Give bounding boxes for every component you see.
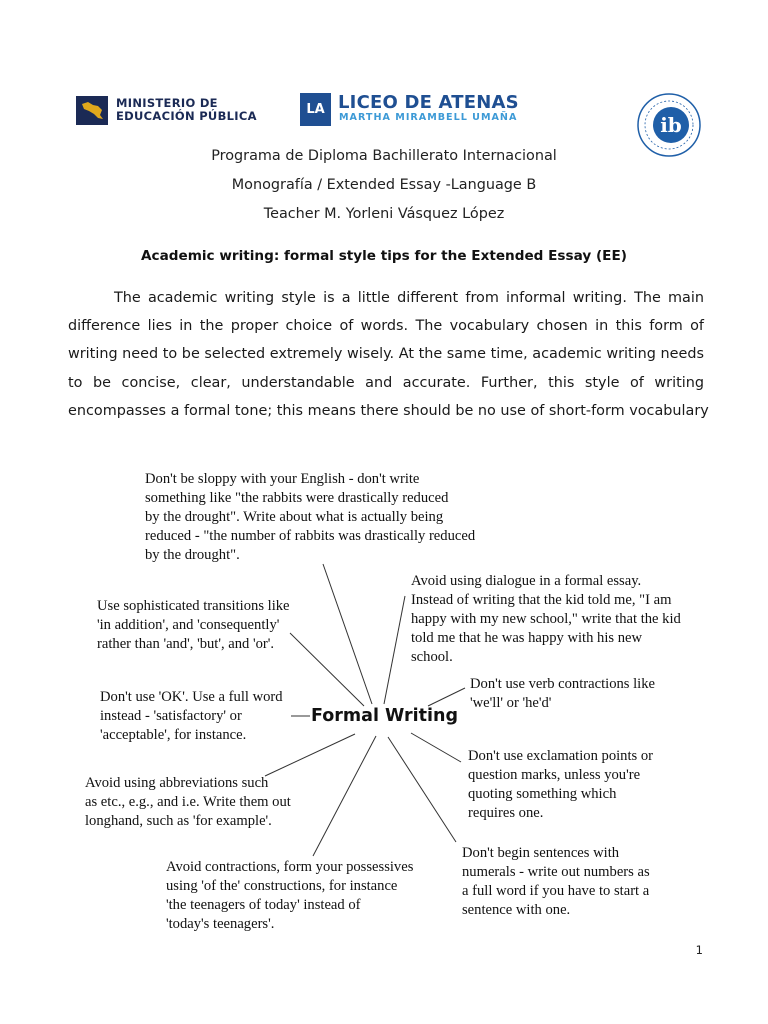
connector-line: [290, 633, 364, 706]
costa-rica-map-icon: [76, 96, 108, 125]
paragraph-line: difference lies in the proper choice of words. The vocabulary chosen in this form of: [68, 318, 704, 335]
tip-transitions: Use sophisticated transitions like 'in addition', and 'consequently' rather than 'and', 'but', and 'or'.: [97, 598, 290, 652]
mep-logo: [76, 95, 258, 127]
intro-paragraph: [68, 284, 709, 425]
tip-exclamation: Don't use exclamation points or question marks, unless you're quoting something which requires one.: [468, 748, 654, 821]
paragraph-line: writing need to be selected extremely wisely. At the same time, academic writing needs: [68, 346, 704, 363]
ib-letters: ib: [660, 113, 682, 137]
program-line-1: Programa de Diploma Bachillerato Internacional: [211, 148, 557, 164]
program-line-2: Monografía / Extended Essay -Language B: [231, 177, 537, 193]
liceo-logo: [300, 93, 520, 127]
page-number: 1: [695, 943, 703, 957]
connector-line: [411, 733, 461, 762]
connector-line: [388, 737, 456, 842]
connector-line: [323, 564, 372, 704]
tip-numerals: Don't begin sentences with numerals - write out numbers as a full word if you have to start a sentence with one.: [462, 845, 650, 918]
mep-logo-line1: MINISTERIO DE: [116, 96, 218, 110]
tip-abbreviations: Avoid using abbreviations such as etc., e.g., and i.e. Write them out longhand, such as 'for example'.: [85, 775, 291, 829]
diagram-center-label: Formal Writing: [311, 706, 459, 726]
program-line-3: Teacher M. Yorleni Vásquez López: [263, 206, 505, 222]
liceo-name: LICEO DE ATENAS: [338, 92, 519, 113]
paragraph-line: to be concise, clear, understandable and accurate. Further, this style of writing: [68, 374, 704, 391]
connector-line: [384, 596, 405, 704]
tip-dialogue: Avoid using dialogue in a formal essay. Instead of writing that the kid told me, "I am happy with my new school," write that the kid told me that he was happy with his new school.: [411, 573, 681, 665]
liceo-subtitle: MARTHA MIRAMBELL UMAÑA: [339, 112, 518, 123]
connector-line: [428, 688, 465, 706]
mep-logo-line2: EDUCACIÓN PÚBLICA: [116, 109, 257, 123]
connector-line: [313, 736, 376, 856]
tip-possessives: Avoid contractions, form your possessives using 'of the' constructions, for instance 'the teenagers of today' instead of 'today's teenagers'.: [166, 859, 414, 932]
mep-logo-text: [116, 97, 257, 123]
paragraph-line: The academic writing style is a little different from informal writing. The main: [114, 290, 704, 306]
document-title: Academic writing: formal style tips for the Extended Essay (EE): [141, 248, 627, 264]
tip-sloppy-english: Don't be sloppy with your English - don't write something like "the rabbits were drastically reduced by the drought". Write about what is actually being reduced - "the number of rabbits was drastically reduced by the drought".: [145, 471, 476, 563]
tip-ok: Don't use 'OK'. Use a full word instead - 'satisfactory' or 'acceptable', for instance.: [100, 689, 283, 743]
liceo-badge: LA: [300, 93, 331, 126]
tip-verb-contractions: Don't use verb contractions like 'we'll' or 'he'd': [470, 676, 656, 711]
paragraph-line: encompasses a formal tone; this means there should be no use of short-form vocabulary: [68, 402, 709, 419]
